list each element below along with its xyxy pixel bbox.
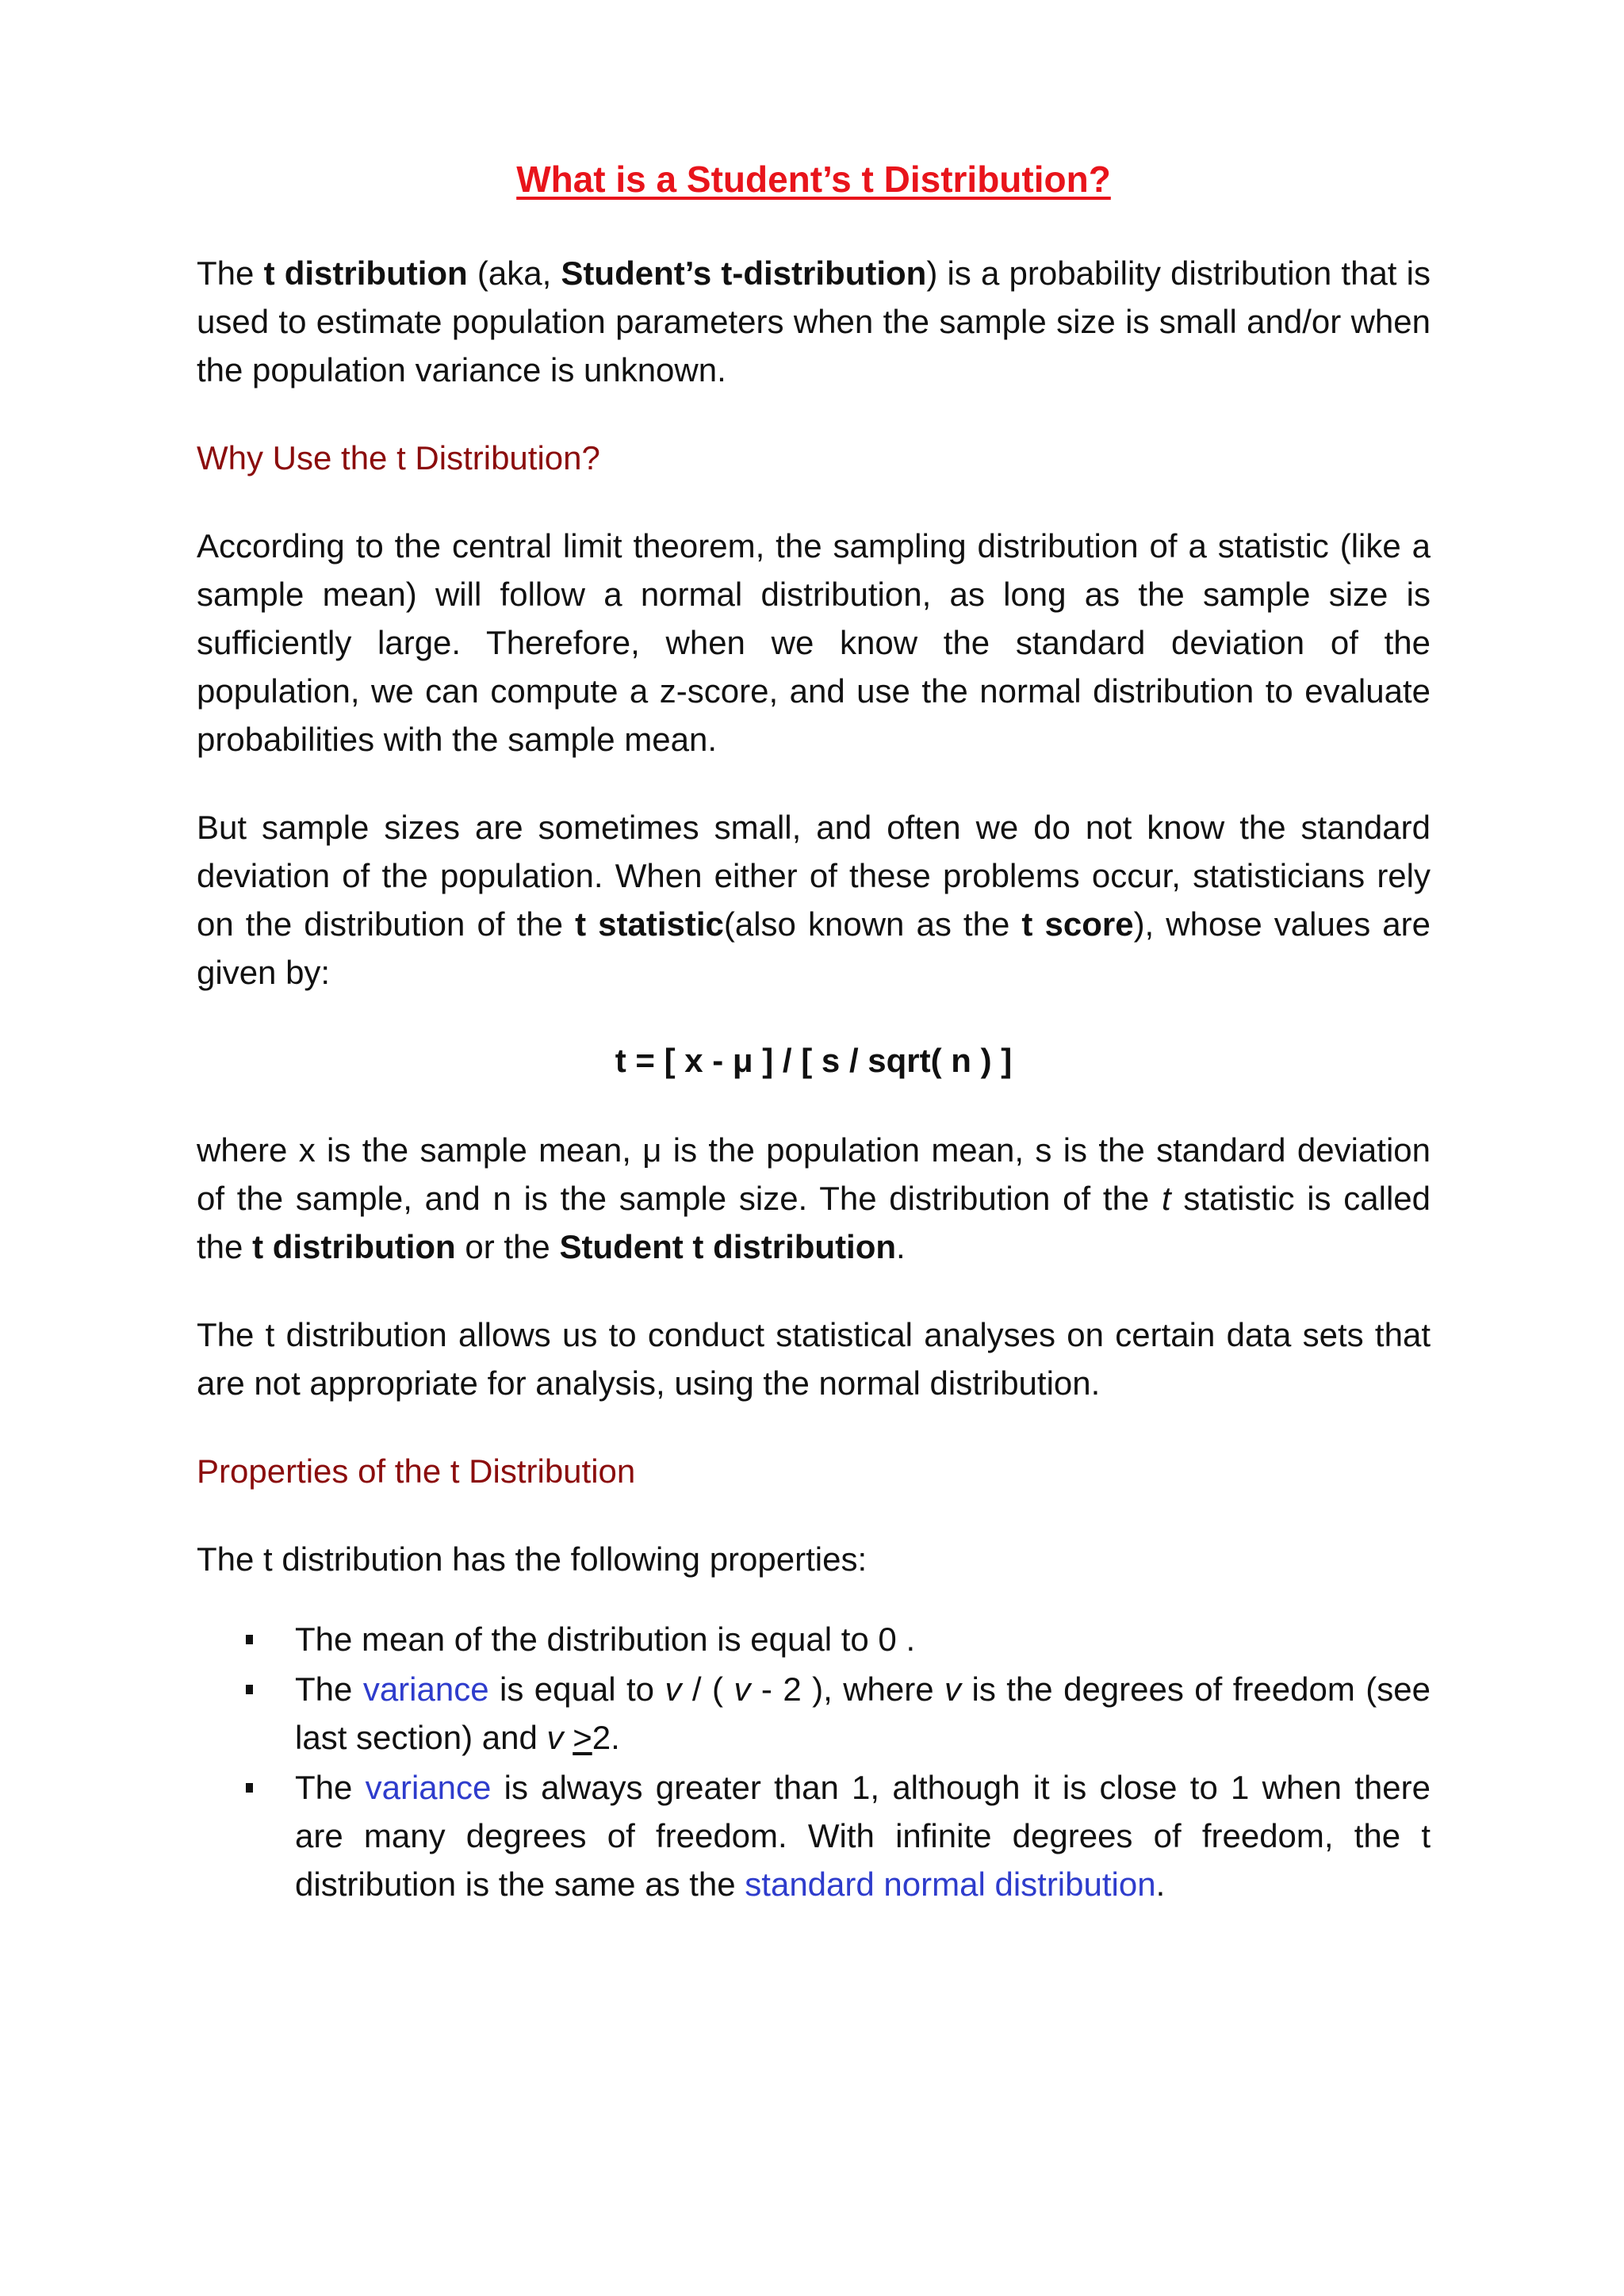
t-statistic-formula: t = [ x - μ ] / [ s / sqrt( n ) ] <box>615 1042 1013 1079</box>
section-heading-why: Why Use the t Distribution? <box>197 439 600 476</box>
intro-text-2: (aka, <box>467 254 561 292</box>
property2-text-2: is equal to <box>488 1670 665 1708</box>
property2-var-v: v <box>546 1719 564 1756</box>
small-sample-paragraph <box>197 803 1431 997</box>
small-text-2: (also known as the <box>723 905 1022 943</box>
property2-text-5: is the degrees of freedom (see last section) and <box>295 1670 1431 1756</box>
where-text-3: or the <box>455 1228 560 1265</box>
property2-text-4: - 2 ), where <box>750 1670 945 1708</box>
intro-bold-term-1: t distribution <box>263 254 468 292</box>
properties-intro-paragraph: The t distribution has the following properties: <box>197 1540 868 1578</box>
intro-bold-term-2: Student’s t-distribution <box>561 254 927 292</box>
small-bold-term-1: t statistic <box>575 905 724 943</box>
allows-paragraph: The t distribution allows us to conduct statistical analyses on certain data sets that are not appropriate for analysis, using the normal distribution. <box>197 1316 1431 1402</box>
intro-text-1: The <box>197 254 264 292</box>
document-content <box>197 155 1431 1910</box>
property2-text-7: 2. <box>592 1719 620 1756</box>
section-heading-properties: Properties of the t Distribution <box>197 1452 636 1490</box>
where-text-2: statistic is called the <box>197 1180 1431 1265</box>
square-bullet-icon <box>246 1783 253 1793</box>
properties-list <box>197 1615 1431 1908</box>
page-title: What is a Student’s t Distribution? <box>516 159 1111 200</box>
property2-var-v: v <box>733 1670 751 1708</box>
small-text-1: But sample sizes are sometimes small, and often we do not know the standard deviation of the population. When either of these problems occur, statisticians rely on the distribution of the <box>197 809 1431 943</box>
variance-link[interactable]: variance <box>362 1670 489 1708</box>
where-text-1: where x is the sample mean, μ is the population mean, s is the standard deviation of the sample, and n is the sample size. The distribution of the <box>197 1131 1431 1217</box>
property2-text-3: / ( <box>681 1670 734 1708</box>
clt-paragraph: According to the central limit theorem, the sampling distribution of a statistic (like a sample mean) will follow a normal distribution, as long as the sample size is sufficiently large. Therefore, when we know the standard deviation of the population, we can compute a z-score, and use the normal distribution to evaluate probabilities with the sample mean. <box>197 527 1431 758</box>
small-text-3: ), whose values are given by: <box>197 905 1431 991</box>
list-item <box>295 1763 1431 1908</box>
variance-link[interactable]: variance <box>365 1769 492 1806</box>
property2-text-1: The <box>295 1670 363 1708</box>
where-bold-term-1: t distribution <box>252 1228 456 1265</box>
intro-paragraph <box>197 249 1431 394</box>
greater-equal-symbol: > <box>573 1719 592 1756</box>
list-item <box>295 1665 1431 1762</box>
square-bullet-icon <box>246 1635 253 1644</box>
property3-text-1: The <box>295 1769 366 1806</box>
where-italic-t: t <box>1162 1180 1171 1217</box>
small-bold-term-2: t score <box>1021 905 1134 943</box>
property3-text-3: . <box>1155 1866 1166 1903</box>
intro-text-3: ) is a probability distribution that is used to estimate population parameters when the sample size is small and/or when the population variance is unknown. <box>197 254 1431 388</box>
where-bold-term-2: Student t distribution <box>559 1228 897 1265</box>
list-item <box>295 1615 1431 1663</box>
where-paragraph <box>197 1126 1431 1271</box>
standard-normal-distribution-link[interactable]: standard normal distribution <box>745 1866 1156 1903</box>
property3-text-2: is always greater than 1, although it is close to 1 when there are many degrees of freedom. With infinite degrees of freedom, the t distribution is the same as the <box>295 1769 1431 1903</box>
property2-var-v: v <box>944 1670 962 1708</box>
property-text-1: The mean of the distribution is equal to 0 . <box>295 1621 916 1658</box>
square-bullet-icon <box>246 1685 253 1694</box>
property2-var-v: v <box>665 1670 682 1708</box>
where-text-4: . <box>896 1228 906 1265</box>
property2-text-6 <box>564 1719 573 1756</box>
